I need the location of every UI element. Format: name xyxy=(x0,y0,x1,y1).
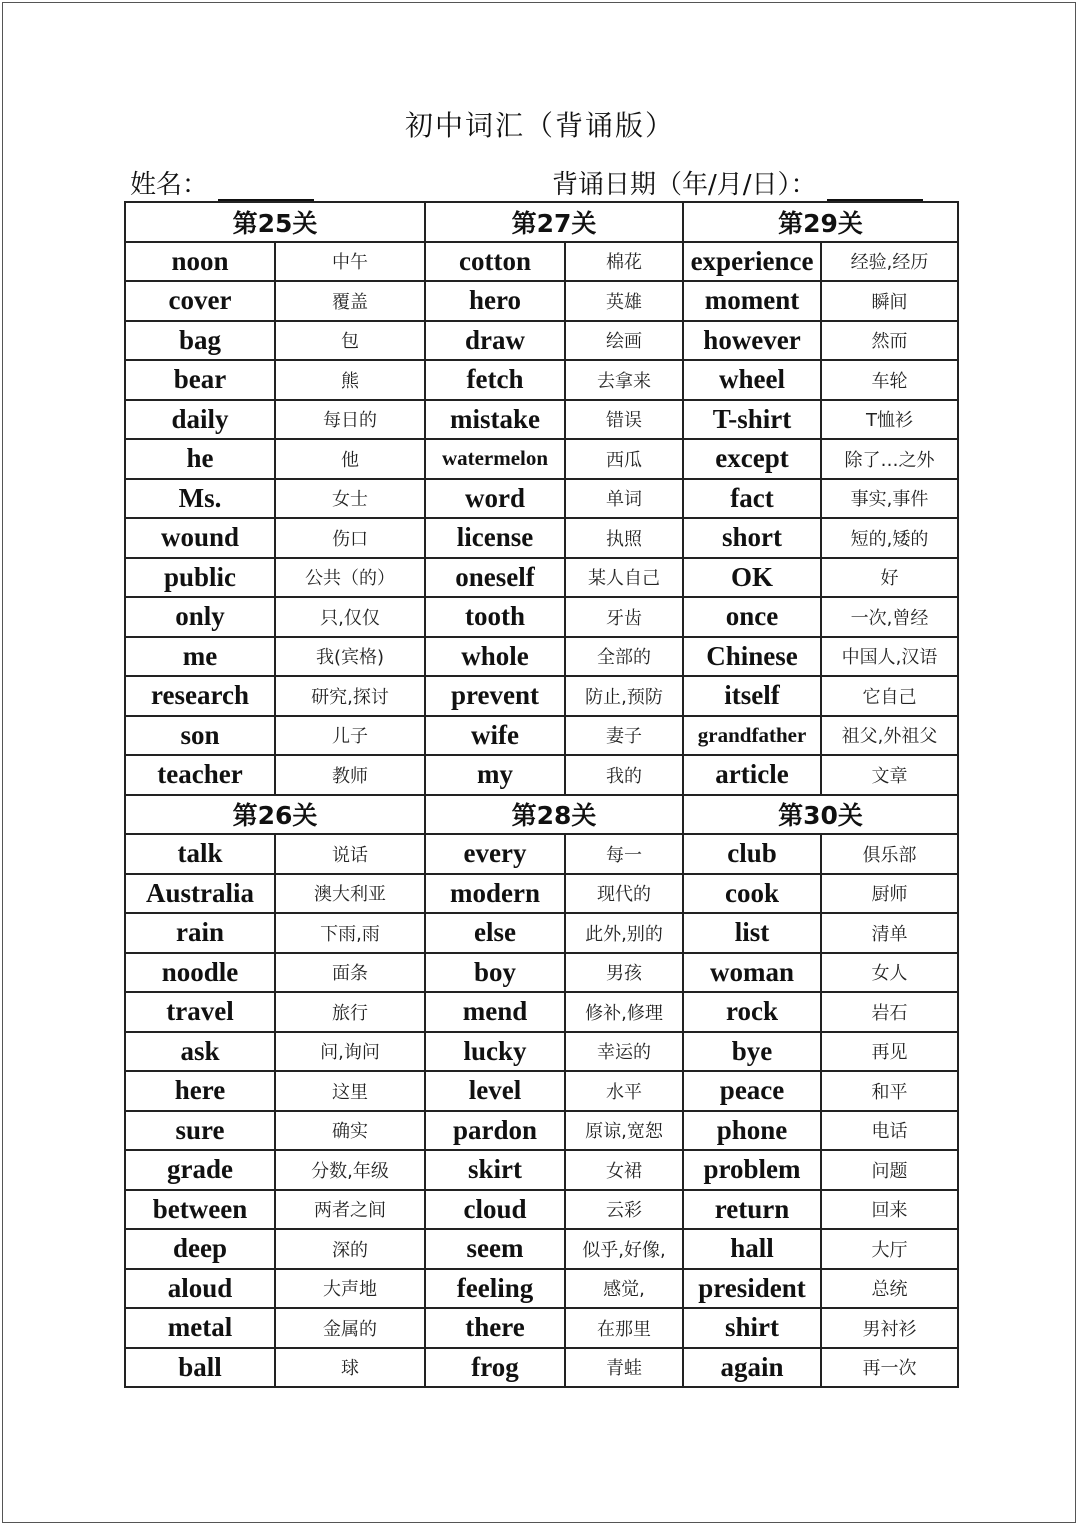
table-row xyxy=(125,716,958,756)
vocab-word: oneself xyxy=(425,558,565,598)
vocab-meaning: 英雄 xyxy=(565,281,683,321)
vocab-meaning: 确实 xyxy=(275,1111,425,1151)
vocab-meaning: 每日的 xyxy=(275,400,425,440)
vocab-word: pardon xyxy=(425,1111,565,1151)
table-row xyxy=(125,676,958,716)
vocab-word: wound xyxy=(125,518,275,558)
vocab-meaning: 幸运的 xyxy=(565,1032,683,1072)
vocab-word: cook xyxy=(683,874,821,914)
section-header-row xyxy=(125,795,958,835)
vocab-word: rock xyxy=(683,992,821,1032)
vocab-word: fact xyxy=(683,479,821,519)
vocab-word: travel xyxy=(125,992,275,1032)
vocab-word: hero xyxy=(425,281,565,321)
vocab-meaning: 和平 xyxy=(821,1071,958,1111)
vocab-word: my xyxy=(425,755,565,795)
vocab-meaning: 旅行 xyxy=(275,992,425,1032)
vocab-word: teacher xyxy=(125,755,275,795)
vocab-meaning: 瞬间 xyxy=(821,281,958,321)
vocab-meaning: 某人自己 xyxy=(565,558,683,598)
name-blank[interactable] xyxy=(218,173,314,201)
vocab-word: here xyxy=(125,1071,275,1111)
vocab-meaning: 教师 xyxy=(275,755,425,795)
vocab-meaning: 岩石 xyxy=(821,992,958,1032)
vocab-meaning: 单词 xyxy=(565,479,683,519)
vocab-meaning: 大厅 xyxy=(821,1229,958,1269)
vocab-meaning: 我的 xyxy=(565,755,683,795)
vocab-meaning: 儿子 xyxy=(275,716,425,756)
vocab-meaning: 深的 xyxy=(275,1229,425,1269)
vocab-word: Australia xyxy=(125,874,275,914)
vocab-meaning: 厨师 xyxy=(821,874,958,914)
vocab-word: else xyxy=(425,913,565,953)
vocab-word: draw xyxy=(425,321,565,361)
vocab-meaning: 车轮 xyxy=(821,360,958,400)
vocab-meaning: 包 xyxy=(275,321,425,361)
vocab-meaning: 男孩 xyxy=(565,953,683,993)
vocab-word: there xyxy=(425,1308,565,1348)
vocab-meaning: 女人 xyxy=(821,953,958,993)
vocab-word: fetch xyxy=(425,360,565,400)
vocab-word: cover xyxy=(125,281,275,321)
vocab-meaning: 去拿来 xyxy=(565,360,683,400)
vocab-meaning: 研究,探讨 xyxy=(275,676,425,716)
vocab-word: research xyxy=(125,676,275,716)
vocab-word: sure xyxy=(125,1111,275,1151)
vocab-meaning: 全部的 xyxy=(565,637,683,677)
table-row xyxy=(125,992,958,1032)
section-header: 第25关 xyxy=(125,202,425,242)
vocab-meaning: 熊 xyxy=(275,360,425,400)
vocab-meaning: 再一次 xyxy=(821,1348,958,1388)
vocab-word: skirt xyxy=(425,1150,565,1190)
vocab-meaning: 执照 xyxy=(565,518,683,558)
vocab-table-body xyxy=(125,202,958,1387)
vocab-meaning: 青蛙 xyxy=(565,1348,683,1388)
section-header: 第27关 xyxy=(425,202,683,242)
vocab-word: hall xyxy=(683,1229,821,1269)
vocab-word: experience xyxy=(683,242,821,282)
vocab-word: Chinese xyxy=(683,637,821,677)
vocab-word: he xyxy=(125,439,275,479)
vocab-word: mend xyxy=(425,992,565,1032)
vocab-meaning: 只,仅仅 xyxy=(275,597,425,637)
vocab-meaning: 感觉, xyxy=(565,1269,683,1309)
vocab-meaning: 清单 xyxy=(821,913,958,953)
vocab-word: aloud xyxy=(125,1269,275,1309)
vocab-word: daily xyxy=(125,400,275,440)
vocab-meaning: 面条 xyxy=(275,953,425,993)
vocab-meaning: 总统 xyxy=(821,1269,958,1309)
table-row xyxy=(125,913,958,953)
vocab-word: between xyxy=(125,1190,275,1230)
vocab-meaning: T恤衫 xyxy=(821,400,958,440)
vocab-meaning: 俱乐部 xyxy=(821,834,958,874)
vocab-meaning: 除了…之外 xyxy=(821,439,958,479)
section-header: 第29关 xyxy=(683,202,958,242)
vocab-meaning: 短的,矮的 xyxy=(821,518,958,558)
table-row xyxy=(125,281,958,321)
section-header: 第30关 xyxy=(683,795,958,835)
vocab-word: once xyxy=(683,597,821,637)
section-header: 第28关 xyxy=(425,795,683,835)
table-row xyxy=(125,518,958,558)
vocab-word: me xyxy=(125,637,275,677)
table-row xyxy=(125,1071,958,1111)
vocab-word: woman xyxy=(683,953,821,993)
table-row xyxy=(125,439,958,479)
vocab-word: bag xyxy=(125,321,275,361)
vocab-word: prevent xyxy=(425,676,565,716)
vocab-word: grade xyxy=(125,1150,275,1190)
vocab-word: cotton xyxy=(425,242,565,282)
vocab-word: public xyxy=(125,558,275,598)
vocab-word: president xyxy=(683,1269,821,1309)
vocab-meaning: 电话 xyxy=(821,1111,958,1151)
table-row xyxy=(125,400,958,440)
vocab-meaning: 一次,曾经 xyxy=(821,597,958,637)
vocab-word: T-shirt xyxy=(683,400,821,440)
section-header: 第26关 xyxy=(125,795,425,835)
vocab-word: noon xyxy=(125,242,275,282)
vocab-meaning: 澳大利亚 xyxy=(275,874,425,914)
vocab-table xyxy=(124,201,959,1388)
vocab-meaning: 分数,年级 xyxy=(275,1150,425,1190)
vocab-word: rain xyxy=(125,913,275,953)
page-title: 初中词汇（背诵版） xyxy=(404,109,675,142)
vocab-meaning: 这里 xyxy=(275,1071,425,1111)
vocab-meaning: 此外,别的 xyxy=(565,913,683,953)
vocab-word: peace xyxy=(683,1071,821,1111)
table-row xyxy=(125,1032,958,1072)
vocab-meaning: 它自己 xyxy=(821,676,958,716)
vocab-word: word xyxy=(425,479,565,519)
table-row xyxy=(125,755,958,795)
vocab-meaning: 似乎,好像, xyxy=(565,1229,683,1269)
table-row xyxy=(125,637,958,677)
vocab-meaning: 女裙 xyxy=(565,1150,683,1190)
vocab-word: club xyxy=(683,834,821,874)
table-row xyxy=(125,834,958,874)
vocab-word: again xyxy=(683,1348,821,1388)
vocab-word: seem xyxy=(425,1229,565,1269)
vocab-word: Ms. xyxy=(125,479,275,519)
vocab-meaning: 球 xyxy=(275,1348,425,1388)
vocab-word: cloud xyxy=(425,1190,565,1230)
vocab-meaning: 中午 xyxy=(275,242,425,282)
vocab-word: wife xyxy=(425,716,565,756)
vocab-meaning: 绘画 xyxy=(565,321,683,361)
vocab-meaning: 再见 xyxy=(821,1032,958,1072)
date-label: 背诵日期（年/月/日）： xyxy=(552,170,817,200)
table-row xyxy=(125,479,958,519)
vocab-meaning: 回来 xyxy=(821,1190,958,1230)
vocab-word: problem xyxy=(683,1150,821,1190)
table-row xyxy=(125,597,958,637)
vocab-word: whole xyxy=(425,637,565,677)
vocab-word: bear xyxy=(125,360,275,400)
vocab-word: son xyxy=(125,716,275,756)
vocab-meaning: 原谅,宽恕 xyxy=(565,1111,683,1151)
vocab-word: tooth xyxy=(425,597,565,637)
vocab-meaning: 事实,事件 xyxy=(821,479,958,519)
vocab-meaning: 金属的 xyxy=(275,1308,425,1348)
vocab-word: phone xyxy=(683,1111,821,1151)
vocab-word: itself xyxy=(683,676,821,716)
name-field xyxy=(130,164,314,201)
vocab-word: ball xyxy=(125,1348,275,1388)
vocab-meaning: 水平 xyxy=(565,1071,683,1111)
vocab-meaning: 我(宾格) xyxy=(275,637,425,677)
vocab-meaning: 问,询问 xyxy=(275,1032,425,1072)
vocab-meaning: 中国人,汉语 xyxy=(821,637,958,677)
vocab-meaning: 伤口 xyxy=(275,518,425,558)
vocab-word: moment xyxy=(683,281,821,321)
vocab-meaning: 云彩 xyxy=(565,1190,683,1230)
vocab-word: mistake xyxy=(425,400,565,440)
vocab-word: watermelon xyxy=(425,439,565,479)
vocab-word: license xyxy=(425,518,565,558)
vocab-meaning: 女士 xyxy=(275,479,425,519)
table-row xyxy=(125,1269,958,1309)
vocab-meaning: 覆盖 xyxy=(275,281,425,321)
table-row xyxy=(125,321,958,361)
vocab-word: deep xyxy=(125,1229,275,1269)
vocab-meaning: 公共（的） xyxy=(275,558,425,598)
vocab-meaning: 棉花 xyxy=(565,242,683,282)
vocab-meaning: 好 xyxy=(821,558,958,598)
vocab-meaning: 防止,预防 xyxy=(565,676,683,716)
vocab-word: only xyxy=(125,597,275,637)
table-row xyxy=(125,1348,958,1388)
vocab-meaning: 大声地 xyxy=(275,1269,425,1309)
table-row xyxy=(125,242,958,282)
vocab-word: bye xyxy=(683,1032,821,1072)
vocab-word: grandfather xyxy=(683,716,821,756)
vocab-word: level xyxy=(425,1071,565,1111)
table-row xyxy=(125,1150,958,1190)
vocab-meaning: 文章 xyxy=(821,755,958,795)
vocab-word: noodle xyxy=(125,953,275,993)
vocab-meaning: 说话 xyxy=(275,834,425,874)
vocab-word: metal xyxy=(125,1308,275,1348)
vocab-word: lucky xyxy=(425,1032,565,1072)
vocab-meaning: 牙齿 xyxy=(565,597,683,637)
vocab-word: talk xyxy=(125,834,275,874)
vocab-word: however xyxy=(683,321,821,361)
vocab-meaning: 在那里 xyxy=(565,1308,683,1348)
vocab-meaning: 两者之间 xyxy=(275,1190,425,1230)
vocab-word: every xyxy=(425,834,565,874)
vocab-word: modern xyxy=(425,874,565,914)
table-row xyxy=(125,1229,958,1269)
vocab-meaning: 问题 xyxy=(821,1150,958,1190)
vocab-word: article xyxy=(683,755,821,795)
date-blank[interactable] xyxy=(827,173,923,201)
vocab-meaning: 然而 xyxy=(821,321,958,361)
vocab-word: except xyxy=(683,439,821,479)
name-label: 姓名： xyxy=(130,170,209,200)
vocab-meaning: 男衬衫 xyxy=(821,1308,958,1348)
table-row xyxy=(125,874,958,914)
vocab-word: feeling xyxy=(425,1269,565,1309)
date-field xyxy=(552,164,923,201)
vocab-word: short xyxy=(683,518,821,558)
vocab-word: OK xyxy=(683,558,821,598)
vocab-word: shirt xyxy=(683,1308,821,1348)
section-header-row xyxy=(125,202,958,242)
vocab-meaning: 妻子 xyxy=(565,716,683,756)
table-row xyxy=(125,953,958,993)
table-row xyxy=(125,1308,958,1348)
vocab-meaning: 经验,经历 xyxy=(821,242,958,282)
vocab-meaning: 他 xyxy=(275,439,425,479)
table-row xyxy=(125,1111,958,1151)
vocab-meaning: 修补,修理 xyxy=(565,992,683,1032)
vocab-meaning: 祖父,外祖父 xyxy=(821,716,958,756)
vocab-meaning: 错误 xyxy=(565,400,683,440)
vocab-word: list xyxy=(683,913,821,953)
vocab-meaning: 现代的 xyxy=(565,874,683,914)
table-row xyxy=(125,558,958,598)
table-row xyxy=(125,360,958,400)
vocab-meaning: 下雨,雨 xyxy=(275,913,425,953)
vocab-word: ask xyxy=(125,1032,275,1072)
table-row xyxy=(125,1190,958,1230)
vocab-word: boy xyxy=(425,953,565,993)
vocab-meaning: 每一 xyxy=(565,834,683,874)
vocab-word: return xyxy=(683,1190,821,1230)
vocab-word: wheel xyxy=(683,360,821,400)
vocab-meaning: 西瓜 xyxy=(565,439,683,479)
vocab-word: frog xyxy=(425,1348,565,1388)
